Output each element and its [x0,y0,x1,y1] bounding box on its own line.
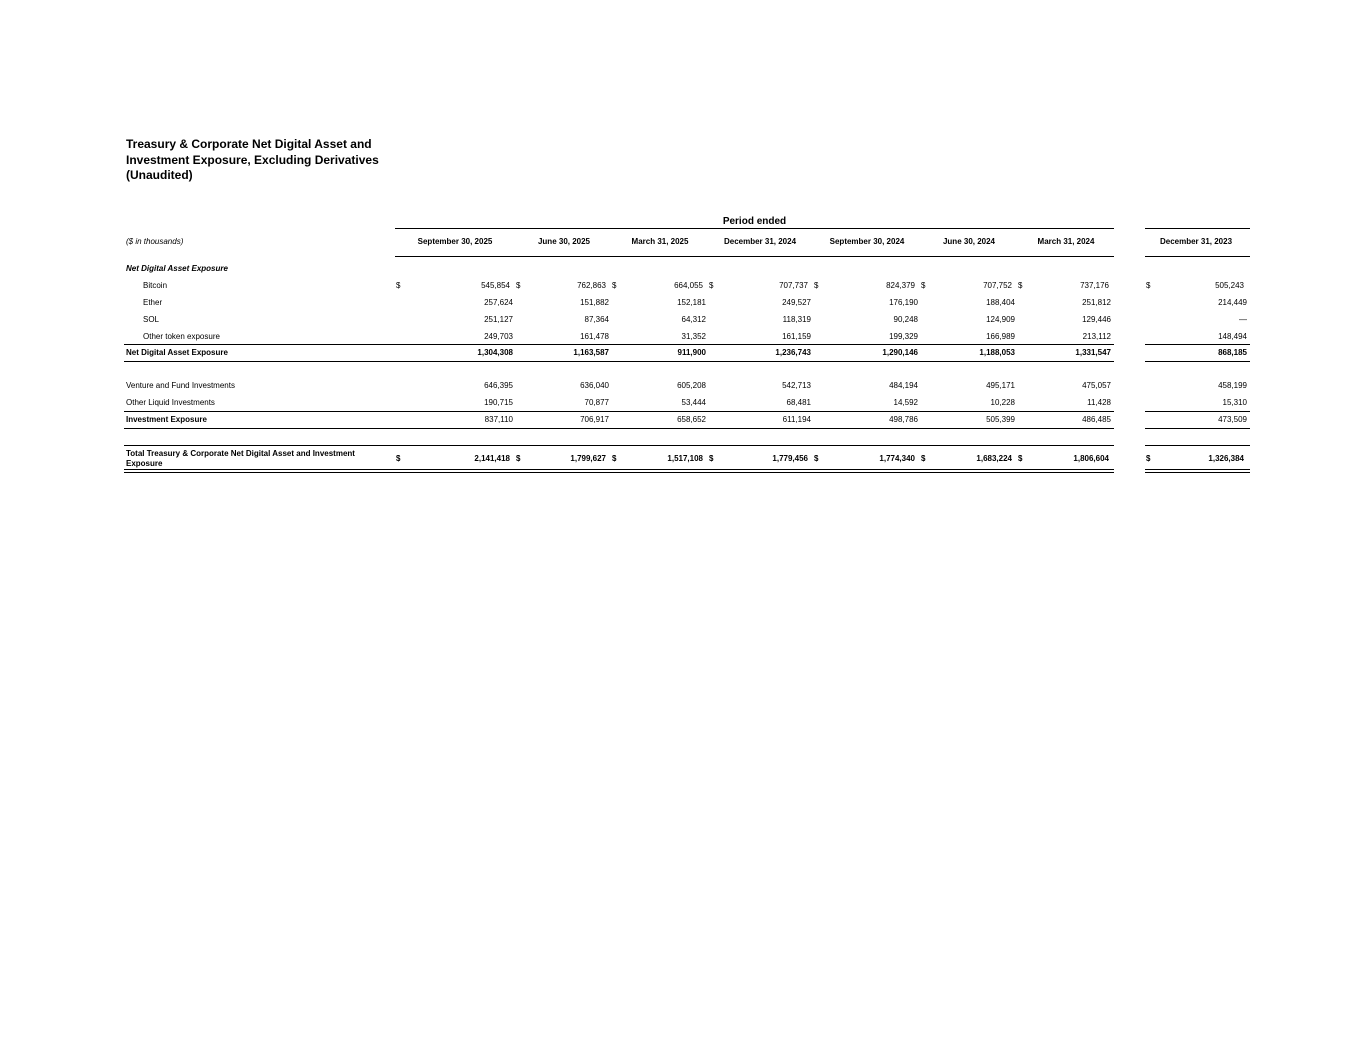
cell-value: 249,527 [782,298,811,307]
header-rule [1145,228,1250,229]
cell-value: 188,404 [986,298,1015,307]
total-value: 1,799,627 [570,454,606,463]
cell-value: 664,055 [674,281,703,290]
column-header: March 31, 2025 [631,237,689,246]
subtotal-value: 1,331,547 [1075,348,1111,357]
report-title-line: Treasury & Corporate Net Digital Asset and [126,137,372,151]
report-title-line: (Unaudited) [126,168,193,182]
cell-value: 166,989 [986,332,1015,341]
total-label-line: Exposure [126,459,163,468]
subtotal-rule [1145,344,1250,345]
cell-value: 475,057 [1082,381,1111,390]
period-ended-header: Period ended [722,216,787,227]
cell-value: 199,329 [889,332,918,341]
total-value: 2,141,418 [474,454,510,463]
subtotal-underline [1145,361,1250,362]
report-title-line: Investment Exposure, Excluding Derivatives [126,152,379,167]
cell-value: 90,248 [893,315,918,324]
cell-value: 636,040 [580,381,609,390]
subtotal-value: 706,917 [580,415,609,424]
subtotal-underline [124,428,1114,429]
currency-symbol: $ [612,454,617,463]
total-value: 1,774,340 [879,454,915,463]
column-header: June 30, 2024 [942,237,996,246]
subtotal-label: Net Digital Asset Exposure [126,348,228,357]
currency-symbol: $ [1146,454,1151,463]
cell-value: 87,364 [584,315,609,324]
cell-value: 11,428 [1087,398,1111,407]
column-header: September 30, 2024 [829,237,905,246]
total-value: 1,683,224 [976,454,1012,463]
subtotal-value: 837,110 [484,415,513,424]
currency-symbol: $ [709,454,714,463]
currency-symbol: $ [396,281,401,290]
cell-value: 53,444 [681,398,706,407]
subtotal-value: 868,185 [1218,348,1247,357]
cell-value: 129,446 [1082,315,1111,324]
cell-value: 68,481 [786,398,811,407]
cell-value: 824,379 [886,281,915,290]
cell-value: 251,812 [1082,298,1111,307]
subtotal-value: 1,236,743 [775,348,811,357]
column-header: June 30, 2025 [537,237,591,246]
cell-value: 118,319 [782,315,811,324]
total-double-underline [1145,469,1250,473]
cell-value: 249,703 [484,332,513,341]
cell-value: 545,854 [481,281,510,290]
column-header: December 31, 2024 [723,237,797,246]
currency-symbol: $ [1018,454,1023,463]
cell-value: — [1239,315,1247,324]
subtotal-value: 486,485 [1082,415,1111,424]
cell-value: 214,449 [1218,298,1247,307]
column-header: March 31, 2024 [1037,237,1095,246]
cell-value: 161,159 [782,332,811,341]
total-value: 1,326,384 [1208,454,1244,463]
total-label [126,449,355,469]
total-value: 1,517,108 [667,454,703,463]
currency-symbol: $ [516,454,521,463]
subtotal-value: 473,509 [1218,415,1247,424]
subtotal-value: 498,786 [889,415,918,424]
total-rule [124,445,1114,446]
cell-value: 161,478 [580,332,609,341]
row-label: Bitcoin [143,281,168,290]
cell-value: 505,243 [1215,281,1244,290]
subtotal-value: 1,290,146 [882,348,918,357]
currency-symbol: $ [1018,281,1023,290]
subtotal-rule [124,411,1114,412]
units-label: ($ in thousands) [126,237,184,246]
report-title [126,137,426,184]
subtotal-value: 611,194 [782,415,811,424]
currency-symbol: $ [612,281,617,290]
currency-symbol: $ [516,281,521,290]
column-header: December 31, 2023 [1159,237,1233,246]
cell-value: 31,352 [681,332,706,341]
subtotal-rule [1145,411,1250,412]
cell-value: 707,752 [983,281,1012,290]
cell-value: 15,310 [1222,398,1247,407]
cell-value: 646,395 [484,381,513,390]
total-rule [1145,445,1250,446]
currency-symbol: $ [709,281,714,290]
currency-symbol: $ [396,454,401,463]
row-label: Ether [143,298,163,307]
cell-value: 152,181 [677,298,706,307]
subtotal-value: 1,188,053 [979,348,1015,357]
header-rule [395,228,1114,229]
cell-value: 707,737 [779,281,808,290]
subtotal-value: 1,163,587 [573,348,609,357]
currency-symbol: $ [814,281,819,290]
total-double-underline [124,469,1114,473]
cell-value: 484,194 [889,381,918,390]
total-value: 1,806,604 [1073,454,1109,463]
currency-symbol: $ [814,454,819,463]
cell-value: 190,715 [484,398,513,407]
cell-value: 495,171 [986,381,1015,390]
row-label: Other Liquid Investments [126,398,215,407]
header-underline [1145,256,1250,257]
cell-value: 14,592 [893,398,918,407]
column-header: September 30, 2025 [417,237,493,246]
section-header: Net Digital Asset Exposure [126,264,228,273]
subtotal-value: 1,304,308 [477,348,513,357]
currency-symbol: $ [921,454,926,463]
cell-value: 213,112 [1082,332,1111,341]
cell-value: 10,228 [990,398,1015,407]
cell-value: 64,312 [681,315,706,324]
cell-value: 148,494 [1218,332,1247,341]
cell-value: 70,877 [584,398,609,407]
header-underline [395,256,1114,257]
subtotal-underline [1145,428,1250,429]
cell-value: 257,624 [484,298,513,307]
subtotal-value: 505,399 [986,415,1015,424]
subtotal-value: 911,900 [677,348,706,357]
cell-value: 251,127 [484,315,513,324]
currency-symbol: $ [921,281,926,290]
cell-value: 542,713 [782,381,811,390]
subtotal-underline [124,361,1114,362]
total-label-line: Total Treasury & Corporate Net Digital Asset and Investment [126,449,355,458]
cell-value: 458,199 [1218,381,1247,390]
row-label: SOL [143,315,160,324]
cell-value: 151,882 [580,298,609,307]
subtotal-rule [124,344,1114,345]
subtotal-label: Investment Exposure [126,415,207,424]
cell-value: 176,190 [889,298,918,307]
row-label: Venture and Fund Investments [126,381,235,390]
row-label: Other token exposure [143,332,220,341]
subtotal-value: 658,652 [677,415,706,424]
cell-value: 124,909 [986,315,1015,324]
total-value: 1,779,456 [772,454,808,463]
cell-value: 762,863 [577,281,606,290]
cell-value: 737,176 [1080,281,1109,290]
cell-value: 605,208 [677,381,706,390]
currency-symbol: $ [1146,281,1151,290]
